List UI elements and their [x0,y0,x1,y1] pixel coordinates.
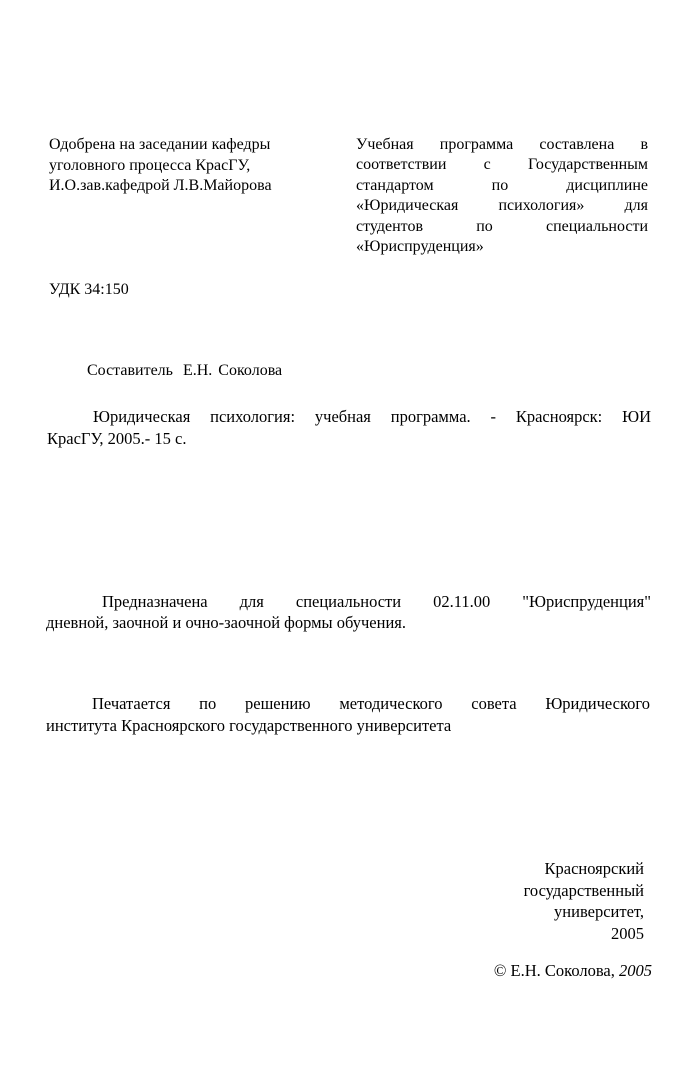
printed-line: института Красноярского государственного университета [46,716,452,735]
intended-block [46,591,651,633]
printed-block [46,693,650,737]
program-note-line: «Юридическая психология» для [356,197,648,215]
program-note-line: соответствии с Государственным [356,156,648,174]
publisher-line: 2005 [611,923,644,943]
program-note-line: Учебная программа составлена в [356,136,648,153]
approval-line: Одобрена на заседании кафедры [49,136,271,153]
copyright-year: 2005 [619,961,652,980]
intended-line: дневной, заочной и очно-заочной формы обучения. [46,613,407,632]
compiler-name: Е.Н. Соколова [182,362,283,379]
citation-block [47,406,651,450]
publisher-line: государственный [523,880,644,900]
publisher-block [524,858,644,944]
compiler-line [87,362,282,380]
udk-index: УДК 34:150 [49,281,129,298]
program-note-line: стандартом по дисциплине [356,176,648,194]
program-note-block [356,135,648,257]
publisher-line: Красноярский [544,859,644,878]
approval-line: уголовного процесса КрасГУ, [49,156,251,174]
citation-line: КрасГУ, 2005.- 15 с. [47,429,187,448]
approval-line: И.О.зав.кафедрой Л.В.Майорова [49,177,272,194]
intended-line: Предназначена для специальности 02.11.00 "Юриспруденция" [102,592,651,611]
copyright-line [494,961,652,981]
approval-block [49,135,339,197]
program-note-line: «Юриспруденция» [356,237,484,255]
publisher-line: университет, [554,902,644,921]
printed-line: Печатается по решению методического совета Юридического [92,694,650,713]
copyright-text: © Е.Н. Соколова, [493,961,615,980]
compiler-label: Составитель [87,362,173,379]
program-note-line: студентов по специальности [356,217,648,235]
citation-line: Юридическая психология: учебная программа. - Красноярск: ЮИ [93,407,651,426]
